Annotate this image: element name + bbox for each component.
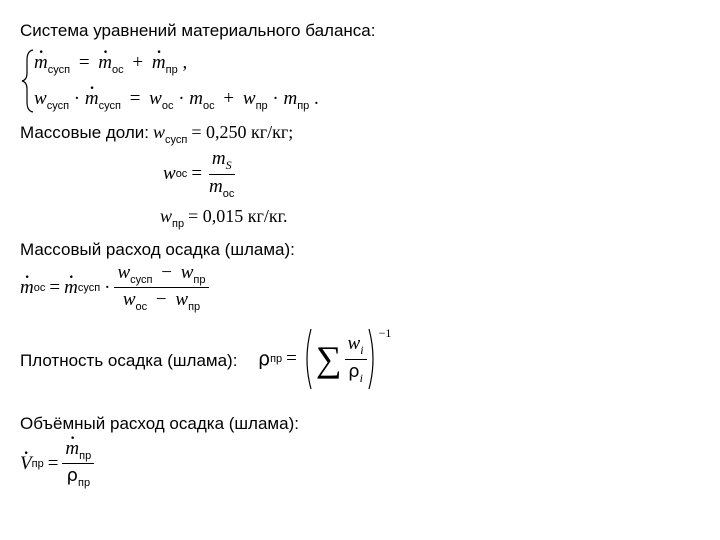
balance-equation-2: $w_{сусп}$ · · $m_{сусп} = w_{ос} \cdot m_{ос} + w_{пр} \cdot m_{пр}$ . (34, 88, 319, 112)
density-title: Плотность осадка (шлама): (20, 351, 238, 370)
mass-fractions-line: Массовые доли: $w_{сусп} = 0,250$ кг/кг; (20, 122, 294, 146)
mass-flow-formula: · m ос = · m сусп · $\frac{w_{сусп} - w_{пр}}{w_{ос} - w_{пр}}$ (20, 262, 209, 313)
w-os-formula: w ос = $\frac{m_S}{m_{ос}}$ (163, 148, 235, 200)
right-paren (367, 327, 379, 391)
mass-flow-title: Массовый расход осадка (шлама): (20, 240, 295, 259)
volume-flow-formula: · V пр = · $\frac{m_{пр}}{\rho_{пр}}$ (20, 438, 94, 489)
density-formula: ρ пр = ∑ $\frac{w_i}{\rho_i}$ −1 (258, 326, 391, 392)
w-pr-value: $w_{пр} = 0,015$ кг/кг. (160, 206, 288, 230)
system-title: Система уравнений материального баланса: (20, 21, 376, 40)
volume-flow-title: Объёмный расход осадка (шлама): (20, 414, 299, 433)
balance-equation-1: · $m_{сусп}$ = · $m_{ос}$ + · $m_{пр}$ , (34, 52, 187, 76)
left-paren (301, 327, 313, 391)
